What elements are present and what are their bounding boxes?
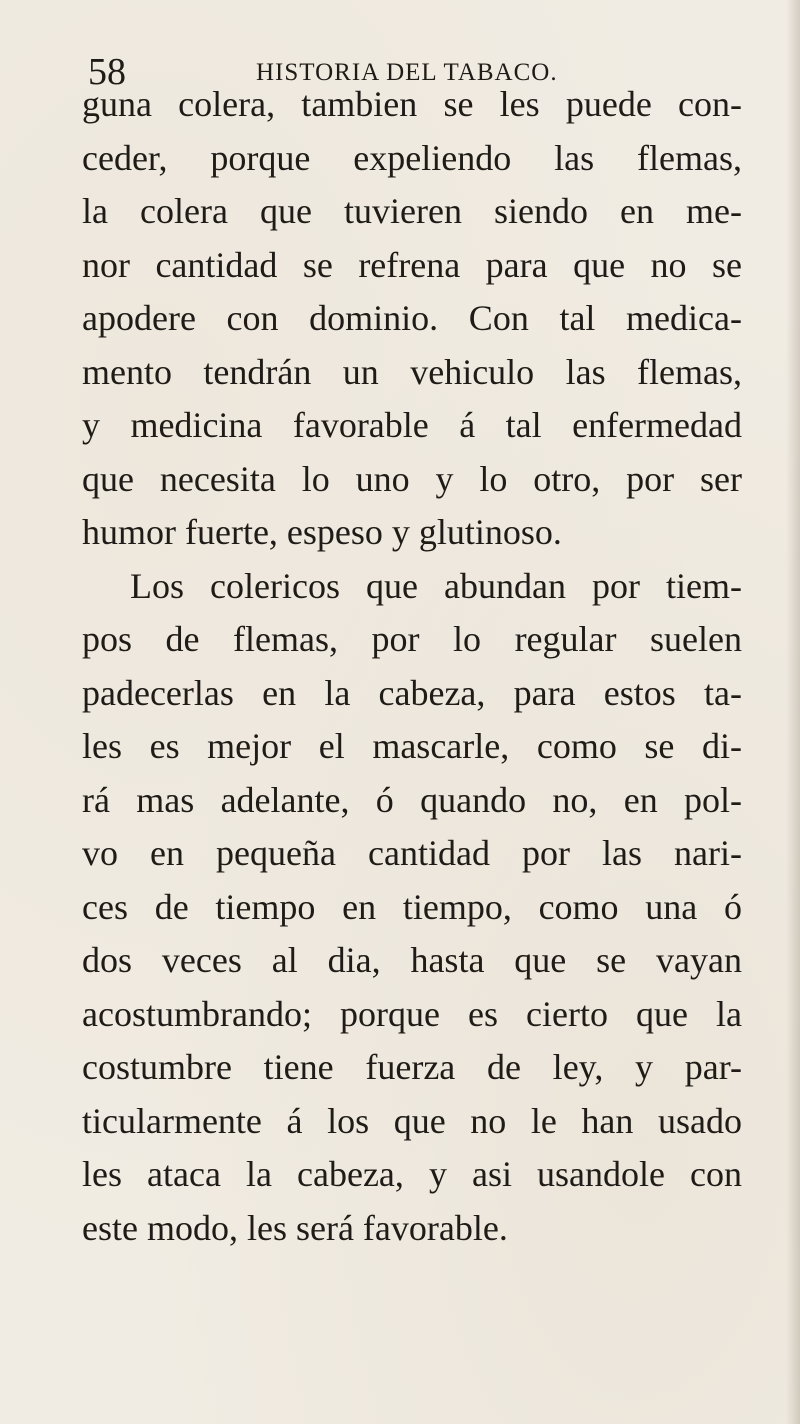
page-edge-shadow — [786, 0, 800, 1424]
text-line: padecerlas en la cabeza, para estos ta- — [82, 672, 742, 713]
text-line: vo en pequeña cantidad por las nari- — [82, 833, 742, 873]
page-number: 58 — [88, 51, 126, 93]
body-text — [82, 78, 742, 1255]
text-line: les ataca la cabeza, y asi usandole con — [82, 1154, 742, 1194]
text-line: nor cantidad se refrena para que no se — [82, 244, 742, 285]
running-head: HISTORIA DEL TABACO. — [256, 59, 558, 86]
text-line: dos veces al dia, hasta que se vayan — [82, 940, 742, 980]
text-line: ces de tiempo en tiempo, como una ó — [82, 886, 742, 927]
text-line: y medicina favorable á tal enfermedad — [82, 405, 742, 445]
text-line: este modo, les será favorable. — [82, 1207, 508, 1248]
text-line: mento tendrán un vehiculo las flemas, — [82, 351, 742, 392]
text-line: Los colericos que abundan por tiem- — [130, 565, 742, 606]
text-line: les es mejor el mascarle, como se di- — [82, 726, 742, 766]
text-line: que necesita lo uno y lo otro, por ser — [82, 458, 742, 499]
text-line: costumbre tiene fuerza de ley, y par- — [82, 1047, 742, 1087]
text-line: ceder, porque expeliendo las flemas, — [82, 137, 742, 178]
text-line: la colera que tuvieren siendo en me- — [82, 191, 742, 231]
text-line: guna colera, tambien se les puede con- — [82, 84, 742, 124]
text-line: pos de flemas, por lo regular suelen — [82, 619, 742, 659]
text-line: acostumbrando; porque es cierto que la — [82, 993, 742, 1034]
text-line: rá mas adelante, ó quando no, en pol- — [82, 779, 742, 820]
text-line: humor fuerte, espeso y glutinoso. — [82, 512, 562, 552]
text-line: ticularmente á los que no le han usado — [82, 1100, 742, 1141]
text-line: apodere con dominio. Con tal medica- — [82, 298, 742, 338]
